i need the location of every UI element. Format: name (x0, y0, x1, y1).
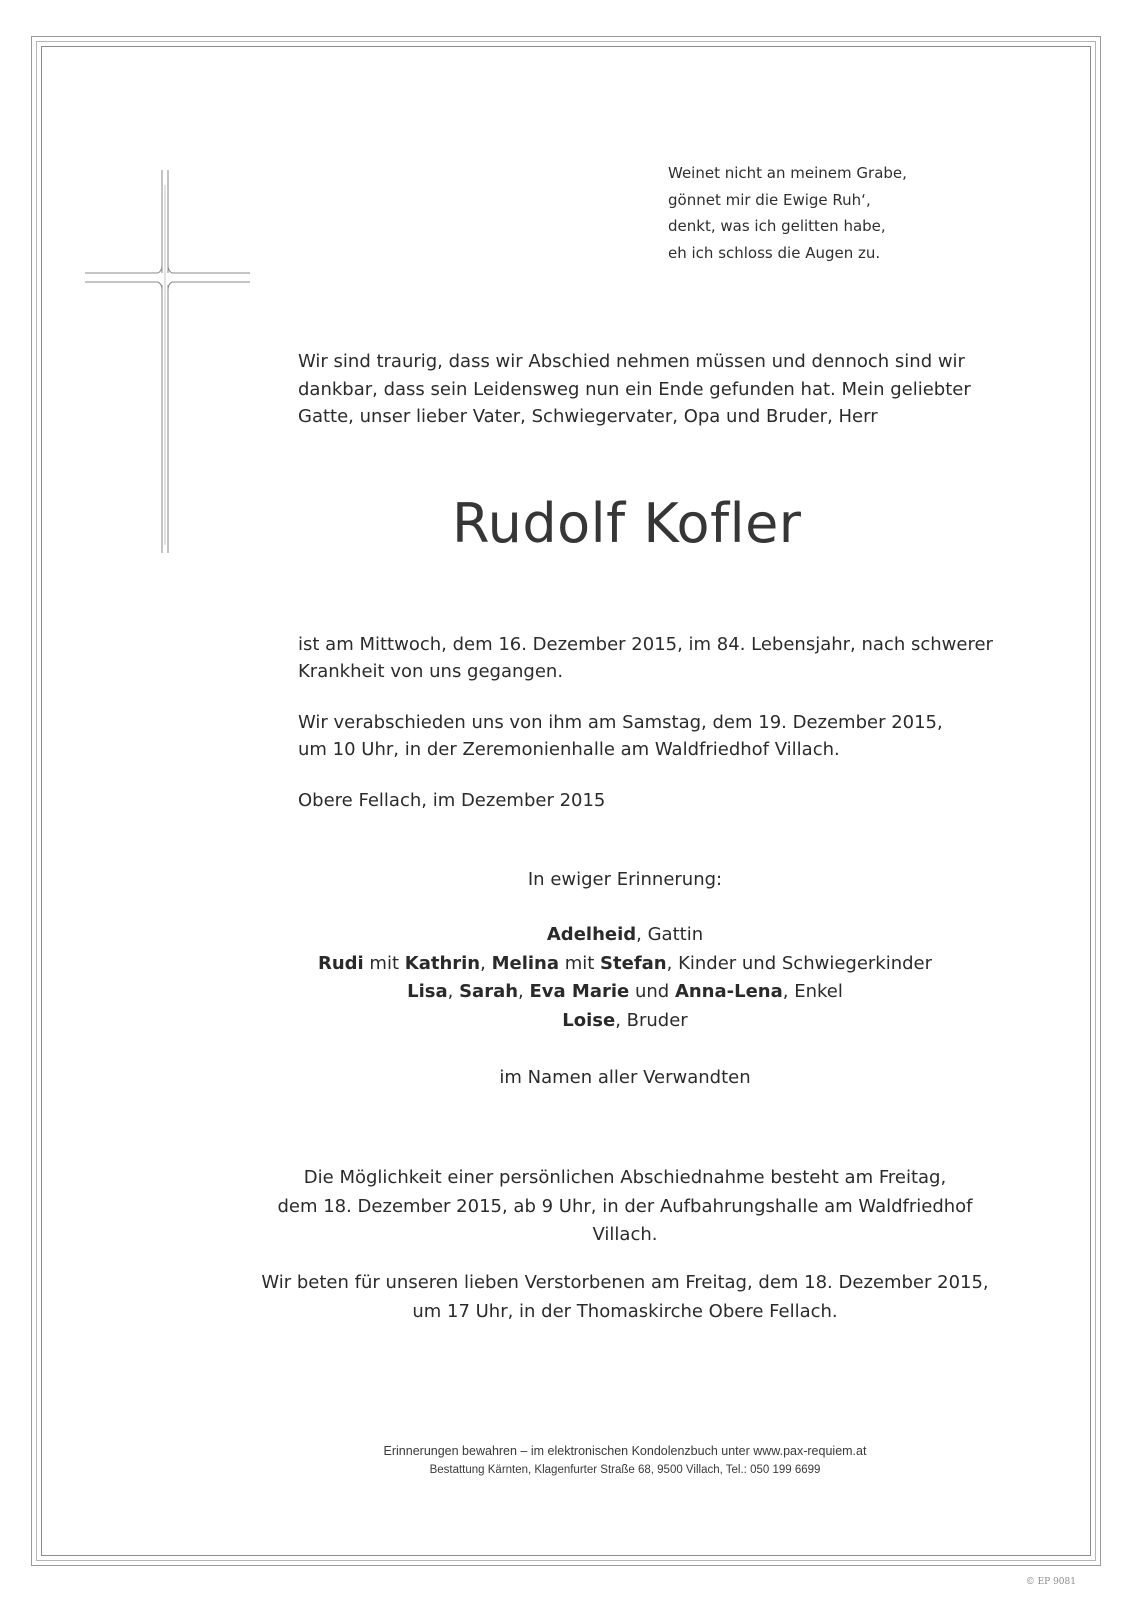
prayer-line: Wir beten für unseren lieben Verstorbenen am Freitag, dem 18. Dezember 2015, (261, 1272, 989, 1293)
poem-line: eh ich schloss die Augen zu. (668, 243, 881, 262)
prayer-line: um 17 Uhr, in der Thomaskirche Obere Fellach. (412, 1300, 838, 1322)
poem-line: gönnet mir die Ewige Ruh‘, (668, 190, 871, 209)
place-date: Obere Fellach, im Dezember 2015 (298, 790, 606, 811)
poem-line: denkt, was ich gelitten habe, (668, 217, 886, 235)
viewing-line: Die Möglichkeit einer persönlichen Abschiednahme besteht am Freitag, (303, 1167, 947, 1188)
poem (668, 160, 907, 266)
farewell-line: um 10 Uhr, in der Zeremonienhalle am Waldfriedhof Villach. (298, 739, 840, 760)
viewing-line: Villach. (592, 1224, 658, 1245)
death-notice-line: ist am Mittwoch, dem 16. Dezember 2015, im 84. Lebensjahr, nach schwerer (298, 634, 993, 655)
cross-icon (80, 165, 255, 555)
farewell-line: Wir verabschieden uns von ihm am Samstag, dem 19. Dezember 2015, (298, 712, 943, 733)
footer-address-line: Bestattung Kärnten, Klagenfurter Straße 68, 9500 Villach, Tel.: 050 199 6699 (429, 1464, 821, 1476)
footer (250, 1441, 1000, 1479)
intro-line: dankbar, dass sein Leidensweg nun ein Ende gefunden hat. Mein geliebter (298, 378, 971, 400)
template-code: © EP 9081 (1025, 1577, 1076, 1587)
death-notice-line: Krankheit von uns gegangen. (298, 661, 564, 682)
memory-heading: In ewiger Erinnerung: (527, 869, 723, 890)
mourner-line: Lisa, Sarah, Eva Marie und Anna-Lena, Enkel (407, 981, 843, 1002)
intro-line: Wir sind traurig, dass wir Abschied nehmen müssen und dennoch sind wir (298, 351, 965, 372)
viewing-paragraph (200, 1164, 1050, 1250)
footer-condolence-line: Erinnerungen bewahren – im elektronischen Kondolenzbuch unter www.pax-requiem.at (383, 1444, 867, 1458)
mourner-line: Loise, Bruder (562, 1009, 688, 1031)
mourner-line: Rudi mit Kathrin, Melina mit Stefan, Kinder und Schwiegerkinder (317, 952, 933, 974)
deceased-name: Rudolf Kofler (452, 492, 802, 555)
intro-paragraph (298, 348, 971, 431)
viewing-line: dem 18. Dezember 2015, ab 9 Uhr, in der Aufbahrungshalle am Waldfriedhof (277, 1195, 973, 1217)
prayer-paragraph (200, 1269, 1050, 1326)
poem-line: Weinet nicht an meinem Grabe, (668, 164, 907, 182)
relatives-line: im Namen aller Verwandten (499, 1067, 751, 1088)
notice-body (298, 631, 993, 814)
mourners-list (200, 921, 1050, 1035)
mourner-line: Adelheid, Gattin (546, 924, 704, 945)
intro-line: Gatte, unser lieber Vater, Schwiegervater, Opa und Bruder, Herr (298, 406, 878, 427)
